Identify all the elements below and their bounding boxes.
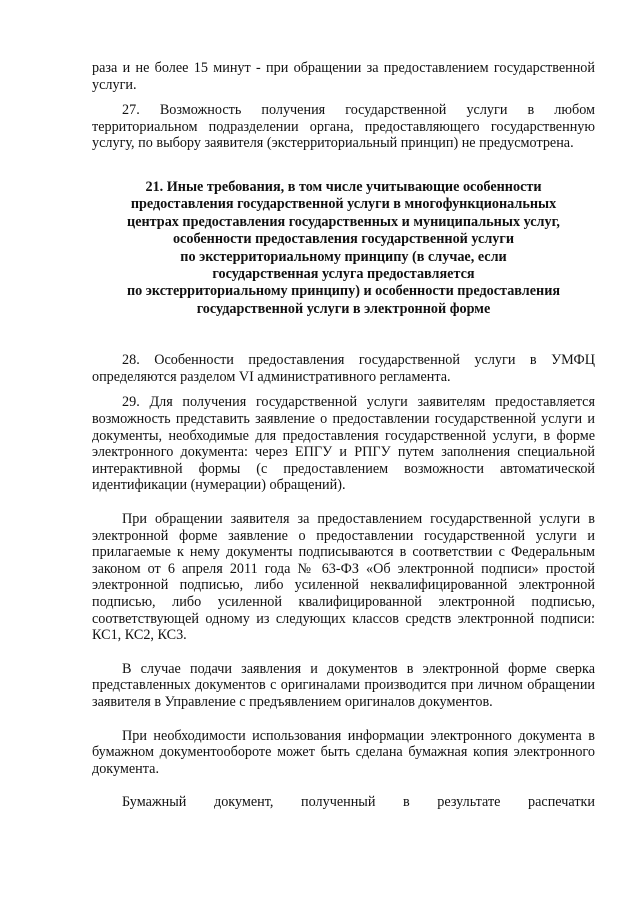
paragraph-originals: В случае подачи заявления и документов в электронной форме сверка представленных документов с оригиналами производится при личном обращении заявителя в Управление с предъявлением оригиналов документов. [92, 660, 595, 710]
heading-line: по экстерриториальному принципу (в случае, если [180, 248, 507, 265]
paragraph-continuation: раза и не более 15 минут - при обращении за предоставлением государственной услуги. [92, 60, 595, 93]
document-page [92, 60, 595, 811]
heading-line: предоставления государственной услуги в многофункциональных [130, 196, 557, 213]
heading-line: по экстерриториальному принципу) и особенности предоставления [126, 283, 561, 300]
heading-line: государственной услуги в электронной форме [196, 300, 491, 317]
section-heading-21 [92, 179, 595, 318]
paragraph-electronic-signature: При обращении заявителя за предоставлением государственной услуги в электронной форме заявление о предоставлении государственной услуги и прилагаемые к нему документы подписываются в соответствии с Федеральным законом от 6 апреля 2011 года № 63-ФЗ «Об электронной подписи» простой электронной подписью, либо усиленной неквалифицированной электронной подписью, либо усиленной квалифицированной электронной подписью, соответствующей одному из следующих классов средств электронной подписи: КС1, КС2, КС3. [92, 510, 595, 644]
paragraph-29: 29. Для получения государственной услуги заявителям предоставляется возможность представить заявление о предоставлении государственной услуги и документы, необходимые для предоставления государственной услуги, в форме электронного документа: через ЕПГУ и РПГУ путем заполнения специальной интерактивной формы (с предоставлением возможности автоматической идентификации (нумерации) обращений). [92, 394, 595, 494]
paragraph-27: 27. Возможность получения государственной услуги в любом территориальном подразделении органа, предоставляющего государственную услугу, по выбору заявителя (экстерриториальный принцип) не предусмотрена. [92, 102, 595, 152]
heading-line: 21. Иные требования, в том числе учитывающие особенности [145, 178, 542, 195]
paragraph-paper-copy: При необходимости использования информации электронного документа в бумажном документообороте может быть сделана бумажная копия электронного документа. [92, 727, 595, 777]
heading-line: центрах предоставления государственных и муниципальных услуг, [127, 213, 560, 230]
paragraph-paper-document: Бумажный документ, полученный в результате распечатки [122, 794, 595, 811]
heading-line: государственная услуга предоставляется [212, 266, 475, 282]
heading-line: особенности предоставления государственной услуги [172, 231, 515, 248]
paragraph-28: 28. Особенности предоставления государственной услуги в УМФЦ определяются разделом VI административного регламента. [92, 352, 595, 385]
